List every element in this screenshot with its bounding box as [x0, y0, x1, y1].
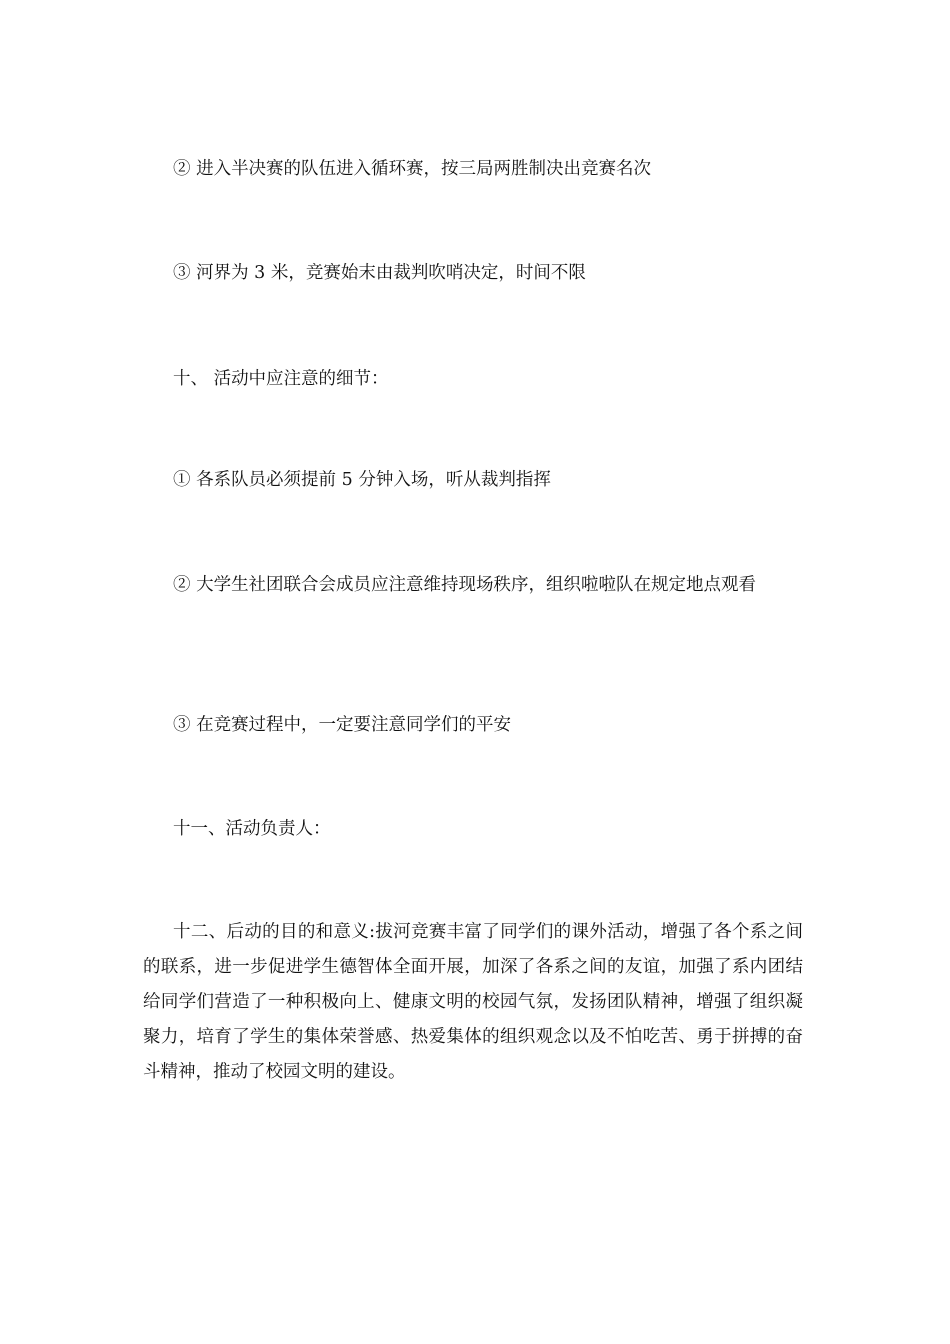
paragraph-maintain-order: ② 大学生社团联合会成员应注意维持现场秩序，组织啦啦队在规定地点观看 [173, 575, 757, 595]
paragraph-semifinal-round-robin: ② 进入半决赛的队伍进入循环赛，按三局两胜制决出竞赛名次 [173, 159, 652, 179]
paragraph-purpose-significance: 十二、后动的目的和意义:拔河竞赛丰富了同学们的课外活动，增强了各个系之间的联系，进一步促进学生德智体全面开展，加深了各系之间的友谊，加强了系内团结给同学们营造了一种积极向上、健康文明的校园气氛，发扬团队精神，增强了组织凝聚力，培育了学生的集体荣誉感、热爱集体的组织观念以及不怕吃苦、勇于拼搏的奋斗精神，推动了校园文明的建设。 [143, 922, 803, 1082]
paragraph-safety: ③ 在竞赛过程中，一定要注意同学们的平安 [173, 715, 512, 735]
paragraph-arrive-early: ① 各系队员必须提前 5 分钟入场，听从裁判指挥 [173, 470, 551, 490]
section-heading-responsible-person: 十一、活动负责人： [173, 819, 331, 839]
section-heading-details: 十、 活动中应注意的细节： [173, 369, 389, 389]
paragraph-river-boundary: ③ 河界为 3 米，竞赛始末由裁判吹哨决定，时间不限 [173, 263, 586, 283]
